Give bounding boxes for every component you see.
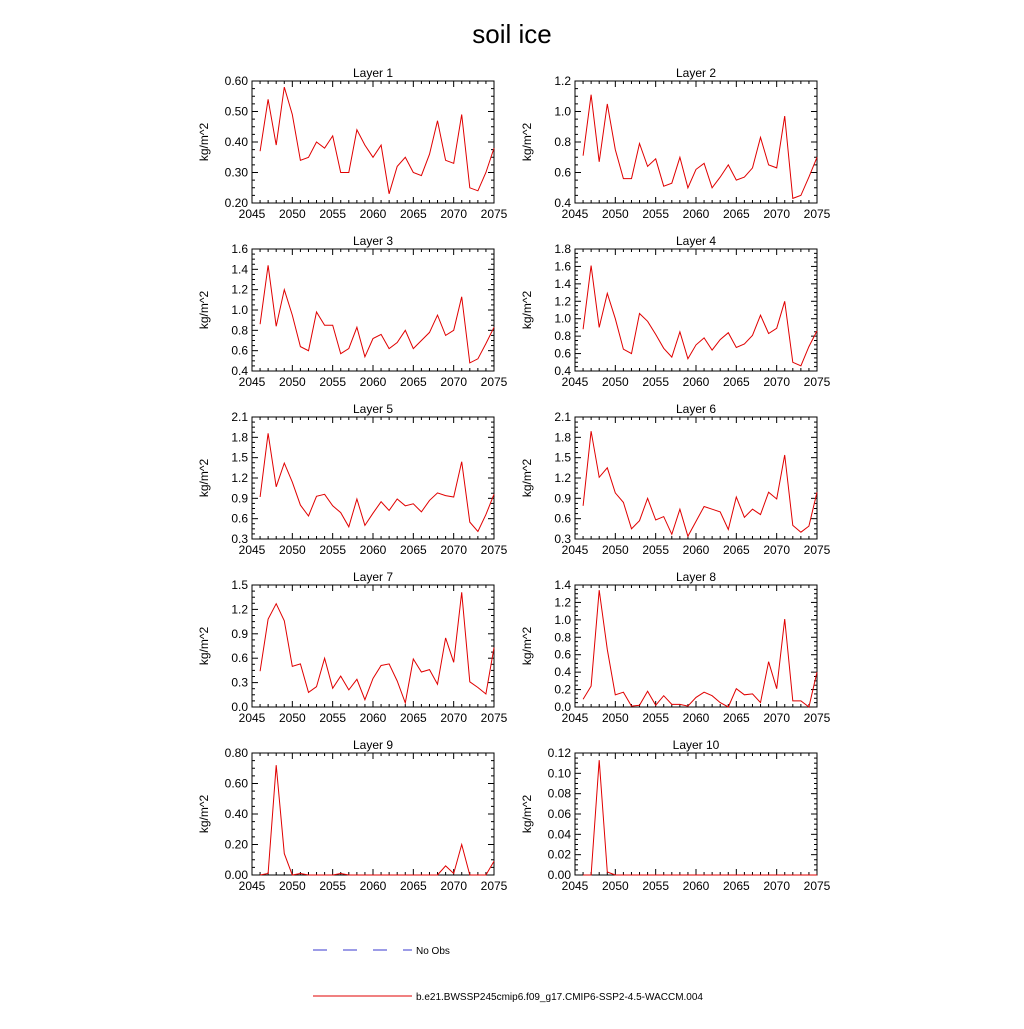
x-tick-label: 2065: [722, 711, 750, 725]
y-tick-label: 1.2: [554, 471, 571, 485]
x-tick-label: 2075: [803, 711, 831, 725]
series-line: [583, 760, 817, 875]
y-tick-label: 0.50: [224, 104, 248, 119]
y-tick-label: 0.0: [554, 700, 571, 714]
x-tick-label: 2060: [682, 207, 710, 221]
y-axis-label: kg/m^2: [520, 290, 534, 330]
y-tick-label: 0.00: [547, 868, 571, 882]
x-tick-label: 2075: [480, 879, 508, 893]
y-tick-label: 0.8: [554, 135, 571, 149]
y-tick-label: 0.3: [231, 532, 248, 546]
y-tick-label: 1.0: [554, 104, 571, 119]
x-tick-label: 2045: [238, 207, 266, 221]
x-tick-label: 2065: [722, 375, 750, 389]
y-tick-label: 0.0: [231, 700, 248, 714]
series-line: [260, 433, 494, 531]
x-tick-label: 2070: [440, 207, 468, 221]
plot-frame: [575, 753, 817, 875]
y-tick-label: 1.5: [554, 450, 571, 465]
y-tick-label: 0.30: [224, 165, 248, 180]
panel-layer-7: [197, 570, 508, 725]
x-tick-label: 2045: [561, 879, 589, 893]
panel-title: Layer 8: [675, 570, 717, 584]
x-tick-label: 2075: [803, 543, 831, 557]
panel-title: Layer 9: [352, 738, 394, 752]
x-tick-label: 2075: [480, 543, 508, 557]
y-tick-label: 0.6: [554, 346, 571, 361]
series-line: [260, 592, 494, 703]
x-tick-label: 2055: [642, 711, 670, 725]
y-tick-label: 0.3: [554, 532, 571, 546]
y-tick-label: 0.20: [224, 196, 248, 210]
y-tick-label: 0.6: [231, 651, 248, 666]
y-tick-label: 0.12: [547, 746, 571, 760]
x-tick-label: 2045: [238, 375, 266, 389]
y-tick-label: 0.80: [224, 746, 248, 760]
panel-title: Layer 10: [672, 738, 720, 752]
y-tick-label: 0.20: [224, 837, 248, 852]
series-line: [583, 266, 817, 366]
plot-frame: [575, 585, 817, 707]
x-tick-label: 2070: [440, 543, 468, 557]
y-tick-label: 2.1: [231, 410, 248, 424]
y-tick-label: 1.5: [231, 578, 248, 592]
y-axis-label: kg/m^2: [520, 122, 534, 162]
x-tick-label: 2060: [359, 207, 387, 221]
legend: [313, 946, 703, 1003]
y-tick-label: 1.6: [231, 242, 248, 256]
x-tick-label: 2045: [561, 375, 589, 389]
y-tick-label: 0.10: [547, 766, 571, 781]
y-tick-label: 1.4: [554, 276, 571, 291]
x-tick-label: 2070: [763, 543, 791, 557]
y-tick-label: 0.3: [231, 675, 248, 690]
x-tick-label: 2065: [399, 375, 427, 389]
y-tick-label: 1.2: [554, 294, 571, 309]
x-tick-label: 2045: [238, 543, 266, 557]
x-tick-label: 2055: [319, 375, 347, 389]
panel-title: Layer 5: [352, 402, 394, 416]
y-tick-label: 0.6: [554, 165, 571, 180]
series-line: [260, 265, 494, 363]
y-tick-label: 0.4: [231, 364, 248, 378]
x-tick-label: 2070: [440, 375, 468, 389]
x-tick-label: 2075: [480, 207, 508, 221]
x-tick-label: 2060: [682, 879, 710, 893]
y-axis-label: kg/m^2: [197, 458, 211, 498]
x-tick-label: 2070: [763, 879, 791, 893]
x-tick-label: 2065: [399, 879, 427, 893]
x-tick-label: 2045: [561, 207, 589, 221]
x-tick-label: 2075: [803, 207, 831, 221]
panel-title: Layer 3: [352, 234, 394, 248]
y-axis-label: kg/m^2: [197, 290, 211, 330]
y-tick-label: 0.06: [547, 807, 571, 821]
y-tick-label: 1.5: [231, 450, 248, 465]
x-tick-label: 2050: [601, 543, 629, 557]
y-tick-label: 0.9: [231, 491, 248, 506]
x-tick-label: 2070: [763, 711, 791, 725]
y-tick-label: 0.8: [231, 323, 248, 338]
x-tick-label: 2050: [278, 543, 306, 557]
series-line: [260, 87, 494, 194]
y-tick-label: 1.4: [231, 262, 248, 277]
x-tick-label: 2065: [399, 711, 427, 725]
y-tick-label: 0.6: [554, 647, 571, 662]
x-tick-label: 2055: [319, 879, 347, 893]
x-tick-label: 2055: [642, 375, 670, 389]
y-tick-label: 1.4: [554, 578, 571, 592]
x-tick-label: 2055: [642, 879, 670, 893]
x-tick-label: 2050: [278, 879, 306, 893]
x-tick-label: 2055: [642, 543, 670, 557]
x-tick-label: 2060: [682, 711, 710, 725]
y-tick-label: 0.02: [547, 847, 571, 862]
y-axis-label: kg/m^2: [520, 458, 534, 498]
y-tick-label: 0.4: [554, 364, 571, 378]
legend-model-label: b.e21.BWSSP245cmip6.f09_g17.CMIP6-SSP2-4.5-WACCM.004: [416, 992, 703, 1003]
y-tick-label: 0.8: [554, 630, 571, 645]
x-tick-label: 2070: [440, 879, 468, 893]
x-tick-label: 2055: [319, 207, 347, 221]
panel-layer-8: [520, 570, 831, 725]
panel-layer-9: [197, 738, 508, 893]
x-tick-label: 2075: [480, 711, 508, 725]
series-line: [583, 590, 817, 707]
x-tick-label: 2075: [803, 879, 831, 893]
y-tick-label: 2.1: [554, 410, 571, 424]
figure-title: soil ice: [472, 19, 552, 49]
series-line: [583, 95, 817, 199]
y-tick-label: 0.00: [224, 868, 248, 882]
y-tick-label: 0.2: [554, 682, 571, 697]
y-tick-label: 0.40: [224, 135, 248, 149]
x-tick-label: 2055: [642, 207, 670, 221]
y-tick-label: 1.0: [554, 612, 571, 627]
y-tick-label: 0.60: [224, 74, 248, 88]
y-axis-label: kg/m^2: [520, 794, 534, 834]
y-tick-label: 1.8: [231, 430, 248, 445]
x-tick-label: 2050: [278, 207, 306, 221]
series-line: [583, 431, 817, 536]
panel-title: Layer 7: [352, 570, 394, 584]
panel-layer-5: [197, 402, 508, 557]
x-tick-label: 2070: [763, 375, 791, 389]
panel-layer-6: [520, 402, 831, 557]
x-tick-label: 2045: [561, 543, 589, 557]
y-axis-label: kg/m^2: [197, 122, 211, 162]
x-tick-label: 2050: [601, 207, 629, 221]
panel-title: Layer 6: [675, 402, 717, 416]
x-tick-label: 2075: [803, 375, 831, 389]
y-tick-label: 1.8: [554, 430, 571, 445]
y-tick-label: 0.60: [224, 776, 248, 791]
panel-layer-3: [197, 234, 508, 389]
y-tick-label: 0.9: [231, 626, 248, 641]
x-tick-label: 2070: [440, 711, 468, 725]
legend-obs-label: No Obs: [416, 946, 450, 957]
x-tick-label: 2065: [722, 879, 750, 893]
y-tick-label: 1.0: [554, 311, 571, 326]
x-tick-label: 2060: [682, 375, 710, 389]
y-axis-label: kg/m^2: [197, 794, 211, 834]
y-tick-label: 0.8: [554, 329, 571, 344]
panel-title: Layer 2: [675, 66, 717, 80]
plot-frame: [252, 249, 494, 371]
x-tick-label: 2065: [722, 543, 750, 557]
x-tick-label: 2075: [480, 375, 508, 389]
y-tick-label: 1.6: [554, 259, 571, 274]
y-tick-label: 0.6: [231, 343, 248, 358]
series-line: [260, 765, 494, 875]
x-tick-label: 2060: [359, 543, 387, 557]
panel-title: Layer 4: [675, 234, 717, 248]
y-tick-label: 0.9: [554, 491, 571, 506]
panels: [197, 66, 831, 893]
x-tick-label: 2065: [399, 543, 427, 557]
x-tick-label: 2045: [238, 879, 266, 893]
plot-frame: [252, 753, 494, 875]
x-tick-label: 2055: [319, 711, 347, 725]
y-tick-label: 1.8: [554, 242, 571, 256]
panel-title: Layer 1: [352, 66, 394, 80]
y-axis-label: kg/m^2: [520, 626, 534, 666]
x-tick-label: 2050: [278, 375, 306, 389]
y-tick-label: 0.6: [554, 511, 571, 526]
plot-frame: [575, 249, 817, 371]
x-tick-label: 2060: [359, 879, 387, 893]
x-tick-label: 2050: [601, 879, 629, 893]
y-tick-label: 0.4: [554, 665, 571, 680]
panel-layer-1: [197, 66, 508, 221]
y-tick-label: 0.04: [547, 827, 571, 842]
y-tick-label: 1.2: [554, 595, 571, 610]
x-tick-label: 2070: [763, 207, 791, 221]
x-tick-label: 2065: [399, 207, 427, 221]
x-tick-label: 2050: [601, 375, 629, 389]
y-tick-label: 1.2: [231, 602, 248, 617]
y-tick-label: 0.6: [231, 511, 248, 526]
y-tick-label: 0.4: [554, 196, 571, 210]
panel-layer-2: [520, 66, 831, 221]
y-tick-label: 0.08: [547, 786, 571, 801]
y-tick-label: 1.2: [231, 282, 248, 297]
panel-layer-10: [520, 738, 831, 893]
x-tick-label: 2055: [319, 543, 347, 557]
y-tick-label: 1.0: [231, 303, 248, 317]
x-tick-label: 2065: [722, 207, 750, 221]
x-tick-label: 2060: [682, 543, 710, 557]
x-tick-label: 2060: [359, 375, 387, 389]
x-tick-label: 2050: [601, 711, 629, 725]
panel-layer-4: [520, 234, 831, 389]
y-axis-label: kg/m^2: [197, 626, 211, 666]
x-tick-label: 2045: [238, 711, 266, 725]
x-tick-label: 2050: [278, 711, 306, 725]
x-tick-label: 2045: [561, 711, 589, 725]
y-tick-label: 0.40: [224, 807, 248, 821]
y-tick-label: 1.2: [231, 471, 248, 485]
y-tick-label: 1.2: [554, 74, 571, 88]
x-tick-label: 2060: [359, 711, 387, 725]
